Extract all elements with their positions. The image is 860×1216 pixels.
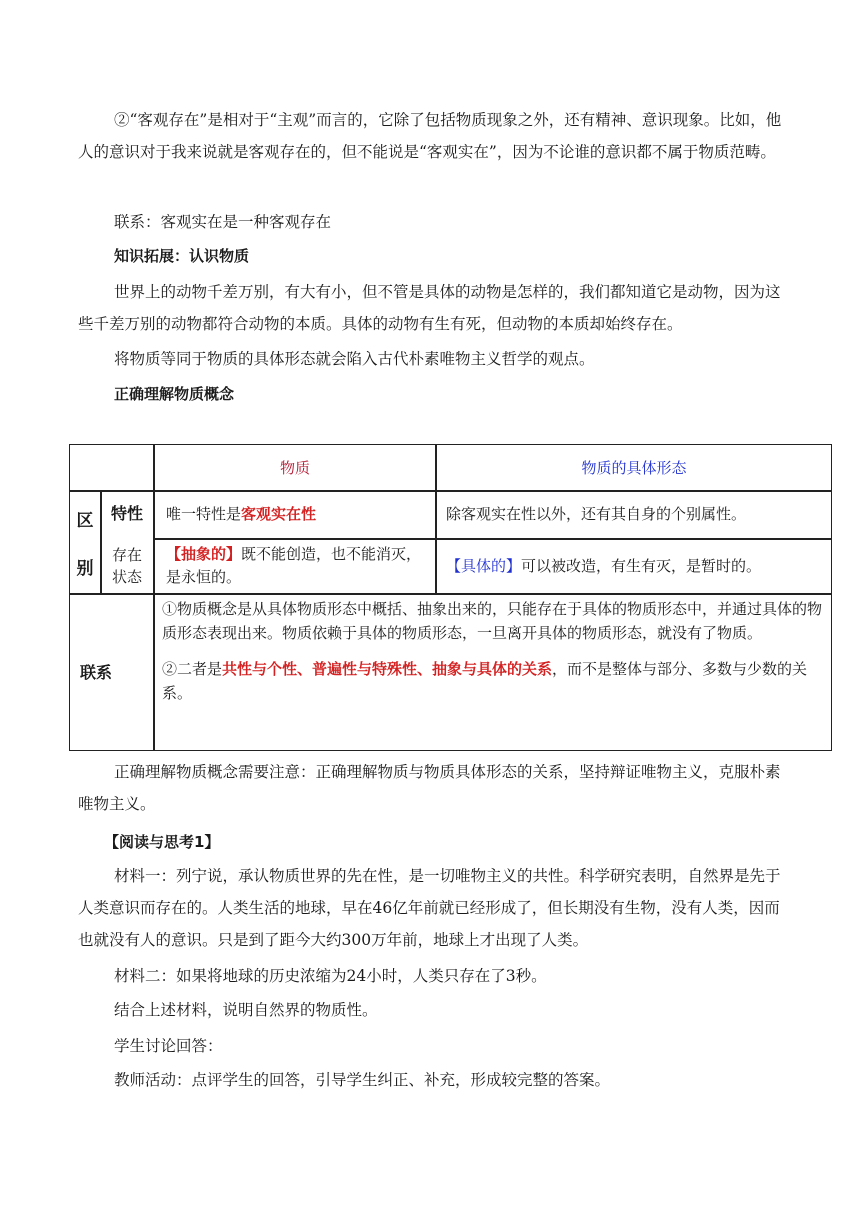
trait-matter-emphasis: 客观实在性 (241, 505, 317, 523)
cell-link-content (162, 598, 826, 705)
heading-read-and-think: 【阅读与思考1】 (104, 833, 220, 851)
state-form-emphasis: 【具体的】 (446, 557, 522, 575)
cell-state-form (446, 539, 826, 593)
row-label-state-line2: 状态 (111, 568, 142, 586)
link-point-1: ①物质概念是从具体物质形态中概括、抽象出来的，只能存在于具体的物质形态中，并通过具体的物质形态表现出来。物质依赖于具体的物质形态，一旦离开具体的物质形态，就没有了物质。 (162, 600, 823, 642)
row-label-link: 联系 (80, 662, 113, 682)
paragraph-naive-materialism: 将物质等同于物质的具体形态就会陷入古代朴素唯物主义哲学的观点。 (114, 350, 595, 368)
row-label-state (101, 539, 153, 593)
state-form-text: 可以被改造，有生有灭，是暂时的。 (521, 557, 762, 575)
paragraph-teacher-activity: 教师活动：点评学生的回答，引导学生纠正、补充，形成较完整的答案。 (114, 1071, 611, 1089)
link-point-2 (162, 658, 826, 705)
paragraph-student-discussion: 学生讨论回答： (114, 1037, 223, 1055)
header-matter: 物质 (279, 458, 310, 477)
heading-knowledge-extension: 知识拓展：认识物质 (114, 247, 250, 265)
cell-trait-matter (166, 490, 431, 538)
link-point-2-emphasis: 共性与个性、普遍性与特殊性、抽象与具体的关系 (222, 660, 553, 678)
paragraph-link-note: 联系：客观实在是一种客观存在 (114, 213, 332, 231)
row-label-trait: 特性 (110, 504, 143, 523)
cell-state-matter (166, 539, 428, 593)
header-concrete-form: 物质的具体形态 (581, 458, 687, 477)
state-matter-text: 既不能创造，也不能消灭，是永恒的。 (166, 545, 422, 586)
link-point-2-post: ，而不是整体与部分、多数与少数的关系。 (162, 660, 808, 702)
comparison-table (69, 444, 832, 751)
paragraph-animals-example: 世界上的动物千差万别，有大有小，但不管是具体的动物是怎样的，我们都知道它是动物，因为这些千差万别的动物都符合动物的本质。具体的动物有生有死，但动物的本质却始终存在。 (78, 283, 781, 333)
state-matter-emphasis: 【抽象的】 (166, 545, 242, 563)
trait-matter-text: 唯一特性是 (166, 505, 242, 523)
paragraph-material-one: 材料一：列宁说，承认物质世界的先在性，是一切唯物主义的共性。科学研究表明，自然界是先于人类意识而存在的。人类生活的地球，早在46亿年前就已经形成了，但长期没有生物，没有人类，因而也就没有人的意识。只是到了距今大约300万年前，地球上才出现了人类。 (78, 867, 781, 949)
label-difference-1: 区 (76, 511, 94, 531)
paragraph-note: 正确理解物质概念需要注意：正确理解物质与物质具体形态的关系，坚持辩证唯物主义，克服朴素唯物主义。 (78, 763, 781, 813)
heading-understand-matter: 正确理解物质概念 (114, 385, 235, 403)
link-point-2-pre: ②二者是 (162, 660, 223, 678)
label-difference-2: 别 (76, 559, 94, 579)
paragraph-question: 结合上述材料，说明自然界的物质性。 (114, 1001, 378, 1019)
row-label-state-line1: 存在 (111, 546, 142, 564)
cell-trait-form: 除客观实在性以外，还有其自身的个别属性。 (446, 505, 747, 523)
paragraph-material-two: 材料二：如果将地球的历史浓缩为24小时，人类只存在了3秒。 (114, 967, 547, 985)
paragraph-objective-existence: ②“客观存在”是相对于“主观”而言的，它除了包括物质现象之外，还有精神、意识现象。比如，他人的意识对于我来说就是客观存在的，但不能说是“客观实在”，因为不论谁的意识都不属于物质范畴。 (78, 111, 782, 161)
